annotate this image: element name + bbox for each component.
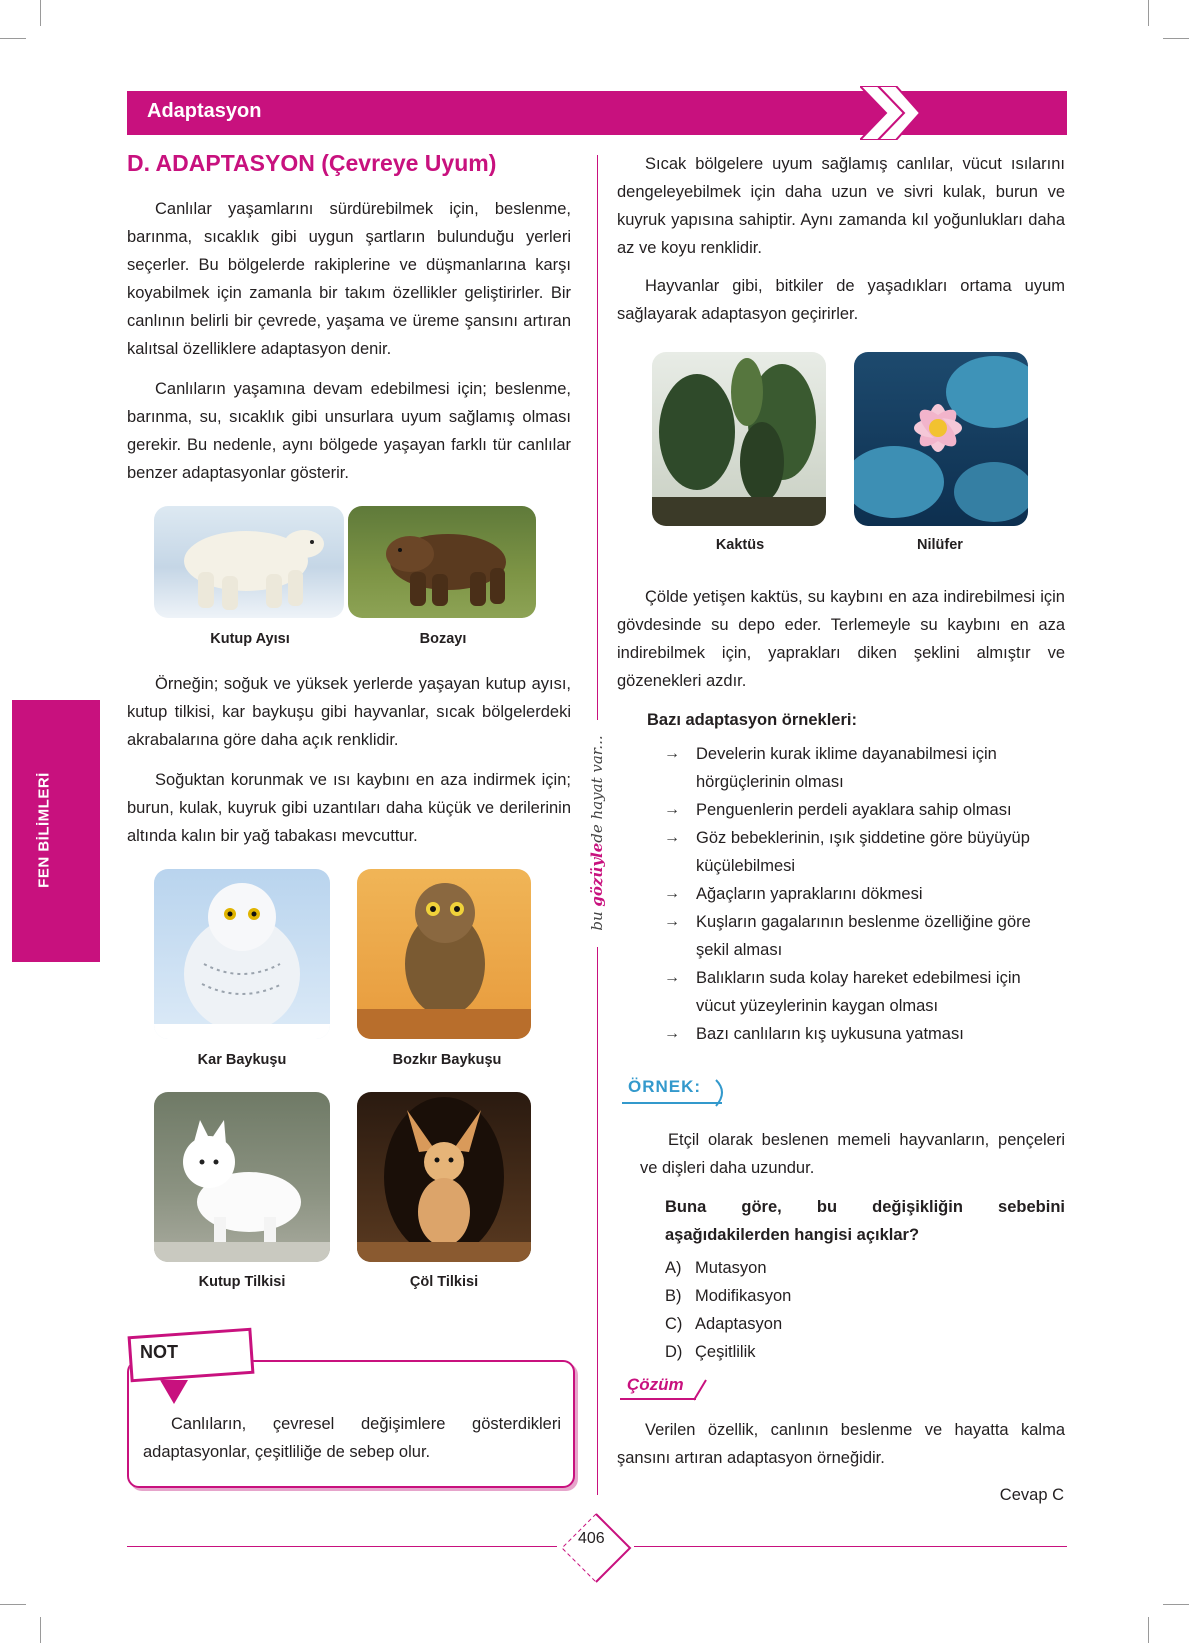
lotus-photo: [854, 352, 1028, 526]
caption-fennec-fox: Çöl Tilkisi: [409, 1274, 479, 1290]
option-text: Mutasyon: [695, 1259, 767, 1277]
chevron-right-icon: [860, 86, 920, 140]
side-tab: [12, 700, 100, 962]
example-text: Balıkların suda kolay hareket edebilmesi için vücut yüzeylerinin kaygan olması: [696, 969, 1021, 1015]
right-paragraph-1: Sıcak bölgelere uyum sağlamış canlılar, vücut ısılarını dengeleyebilmek için daha uzun ve sivri kulak, burun ve kuyruk yapısına sahiptir. Aynı zamanda kıl yoğunlukları daha az ve koyu renklidir.: [617, 155, 1065, 257]
section-title: D. ADAPTASYON (Çevreye Uyum): [127, 150, 497, 176]
left-paragraph-2: Canlıların yaşamına devam edebilmesi için; beslenme, barınma, su, sıcaklık gibi unsurlara uyum sağlamış olması gerekir. Bu nedenle, aynı bölgede yaşayan farklı tür canlılar benzer adaptasyonlar gösterir.: [127, 380, 571, 482]
example-text: Bazı canlıların kış uykusuna yatması: [696, 1025, 964, 1043]
right-paragraph-2: Hayvanlar gibi, bitkiler de yaşadıkları ortama uyum sağlayarak adaptasyon geçirirler.: [617, 277, 1065, 323]
option-text: Çeşitlilik: [695, 1343, 756, 1361]
caption-cactus: Kaktüs: [715, 537, 765, 553]
option-d: [665, 1338, 756, 1366]
fennec-fox-photo: [357, 1092, 531, 1262]
list-item: [654, 824, 1064, 880]
caption-polar-bear: Kutup Ayısı: [210, 631, 290, 647]
caption-arctic-fox: Kutup Tilkisi: [198, 1274, 286, 1290]
header-title: Adaptasyon: [147, 100, 262, 122]
arrow-right-icon: →: [664, 801, 680, 818]
crop-mark: [40, 0, 41, 26]
lotus-illustration: [854, 352, 1028, 526]
polar-bear-illustration: [154, 506, 344, 618]
example-question: Buna göre, bu değişikliğin sebebini aşağıdakilerden hangisi açıklar?: [665, 1198, 1065, 1244]
option-text: Modifikasyon: [695, 1287, 792, 1305]
note-label: NOT: [140, 1342, 178, 1362]
example-label: ÖRNEK:: [628, 1077, 702, 1096]
option-a: [665, 1254, 767, 1282]
motto-em: gözüyle: [588, 842, 606, 907]
solution-text: Verilen özellik, canlının beslenme ve hayatta kalma şansını artıran adaptasyon örneğidir.: [617, 1421, 1065, 1467]
right-paragraph-3: Çölde yetişen kaktüs, su kaybını en aza indirebilmesi için gövdesinde su depo eder. Terlemeyle su kaybını en aza indirebilmek için, yaprakları diken şeklini almıştır ve gözenekleri azdır.: [617, 588, 1065, 690]
column-divider: [597, 155, 598, 720]
option-b: [665, 1282, 791, 1310]
list-item: [654, 880, 1064, 908]
left-paragraph-4: Soğuktan korunmak ve ısı kaybını en aza indirmek için; burun, kulak, kuyruk gibi uzantıları daha küçük ve derilerinin altında kalın bir yağ tabakası mevcuttur.: [127, 771, 571, 845]
list-item: [654, 908, 1064, 964]
example-text: Penguenlerin perdeli ayaklara sahip olması: [696, 801, 1012, 819]
option-c: [665, 1310, 782, 1338]
motto: [588, 735, 606, 930]
crop-mark: [1148, 1617, 1149, 1643]
caption-steppe-owl: Bozkır Baykuşu: [392, 1052, 502, 1068]
motto-pre: bu: [588, 906, 606, 931]
steppe-owl-photo: [357, 869, 531, 1039]
cactus-illustration: [652, 352, 826, 526]
solution-label: Çözüm: [627, 1375, 684, 1394]
arrow-right-icon: →: [664, 745, 680, 762]
option-letter: D): [665, 1343, 683, 1361]
crop-mark: [1163, 1604, 1189, 1605]
polar-bear-photo: [154, 506, 344, 618]
crop-mark: [1163, 38, 1189, 39]
brown-bear-illustration: [348, 506, 536, 618]
examples-title: Bazı adaptasyon örnekleri:: [647, 711, 857, 729]
solution-label-underline: [620, 1398, 696, 1400]
motto-post: de hayat var...: [588, 735, 606, 843]
column-divider: [597, 947, 598, 1495]
footer-line: [634, 1546, 1067, 1547]
crop-mark: [0, 1604, 26, 1605]
side-tab-label: FEN BİLİMLERİ: [35, 772, 53, 888]
page-number: 406: [578, 1530, 605, 1547]
example-text: Göz bebeklerinin, ışık şiddetine göre büyüyüp küçülebilmesi: [696, 829, 1030, 875]
crop-mark: [1148, 0, 1149, 26]
snowy-owl-illustration: [154, 869, 330, 1039]
arctic-fox-photo: [154, 1092, 330, 1262]
fennec-fox-illustration: [357, 1092, 531, 1262]
header-bar: [127, 91, 1067, 135]
option-letter: B): [665, 1287, 682, 1305]
slash-icon: [692, 1378, 708, 1402]
example-label-underline: [622, 1102, 722, 1104]
option-letter: C): [665, 1315, 683, 1333]
arrow-right-icon: →: [664, 829, 680, 846]
arrow-right-icon: →: [664, 913, 680, 930]
list-item: [654, 964, 1064, 1020]
note-pointer-icon: [160, 1380, 190, 1406]
caption-brown-bear: Bozayı: [419, 631, 467, 647]
example-text: Develerin kurak iklime dayanabilmesi için hörgüçlerinin olması: [696, 745, 997, 791]
steppe-owl-illustration: [357, 869, 531, 1039]
left-paragraph-1: Canlılar yaşamlarını sürdürebilmek için, beslenme, barınma, sıcaklık gibi uygun şartların bulunduğu yerleri seçerler. Bu bölgelerde rakiplerine ve düşmanlarına karşı koyabilmek için zamanla bir takım özellikler geliştirirler. Bir canlının belirli bir çevrede, yaşama ve üreme şansını artıran kalıtsal özelliklere adaptasyon denir.: [127, 200, 571, 358]
examples-list: [654, 740, 1064, 1048]
arrow-right-icon: →: [664, 885, 680, 902]
arctic-fox-illustration: [154, 1092, 330, 1262]
caption-lotus: Nilüfer: [917, 537, 963, 553]
option-text: Adaptasyon: [695, 1315, 783, 1333]
brown-bear-photo: [348, 506, 536, 618]
footer-line: [127, 1546, 557, 1547]
arrow-right-icon: →: [664, 969, 680, 986]
cactus-photo: [652, 352, 826, 526]
crop-mark: [40, 1617, 41, 1643]
bracket-icon: [712, 1078, 732, 1108]
example-stem: Etçil olarak beslenen memeli hayvanların, pençeleri ve dişleri daha uzundur.: [640, 1131, 1065, 1177]
page-number-badge: [558, 1510, 634, 1586]
example-text: Ağaçların yapraklarını dökmesi: [696, 885, 923, 903]
caption-snowy-owl: Kar Baykuşu: [197, 1052, 287, 1068]
list-item: [654, 796, 1064, 824]
answer: Cevap C: [999, 1486, 1064, 1504]
list-item: [654, 740, 1064, 796]
example-text: Kuşların gagalarının beslenme özelliğine göre şekil alması: [696, 913, 1031, 959]
arrow-right-icon: →: [664, 1025, 680, 1042]
option-letter: A): [665, 1259, 682, 1277]
left-paragraph-3: Örneğin; soğuk ve yüksek yerlerde yaşayan kutup ayısı, kutup tilkisi, kar baykuşu gibi hayvanlar, sıcak bölgelerdeki akrabalarına göre daha açık renklidir.: [127, 675, 571, 749]
list-item: [654, 1020, 1064, 1048]
note-text: Canlıların, çevresel değişimlere gösterdikleri adaptasyonlar, çeşitliliğe de sebep olur.: [143, 1415, 561, 1461]
crop-mark: [0, 38, 26, 39]
snowy-owl-photo: [154, 869, 330, 1039]
